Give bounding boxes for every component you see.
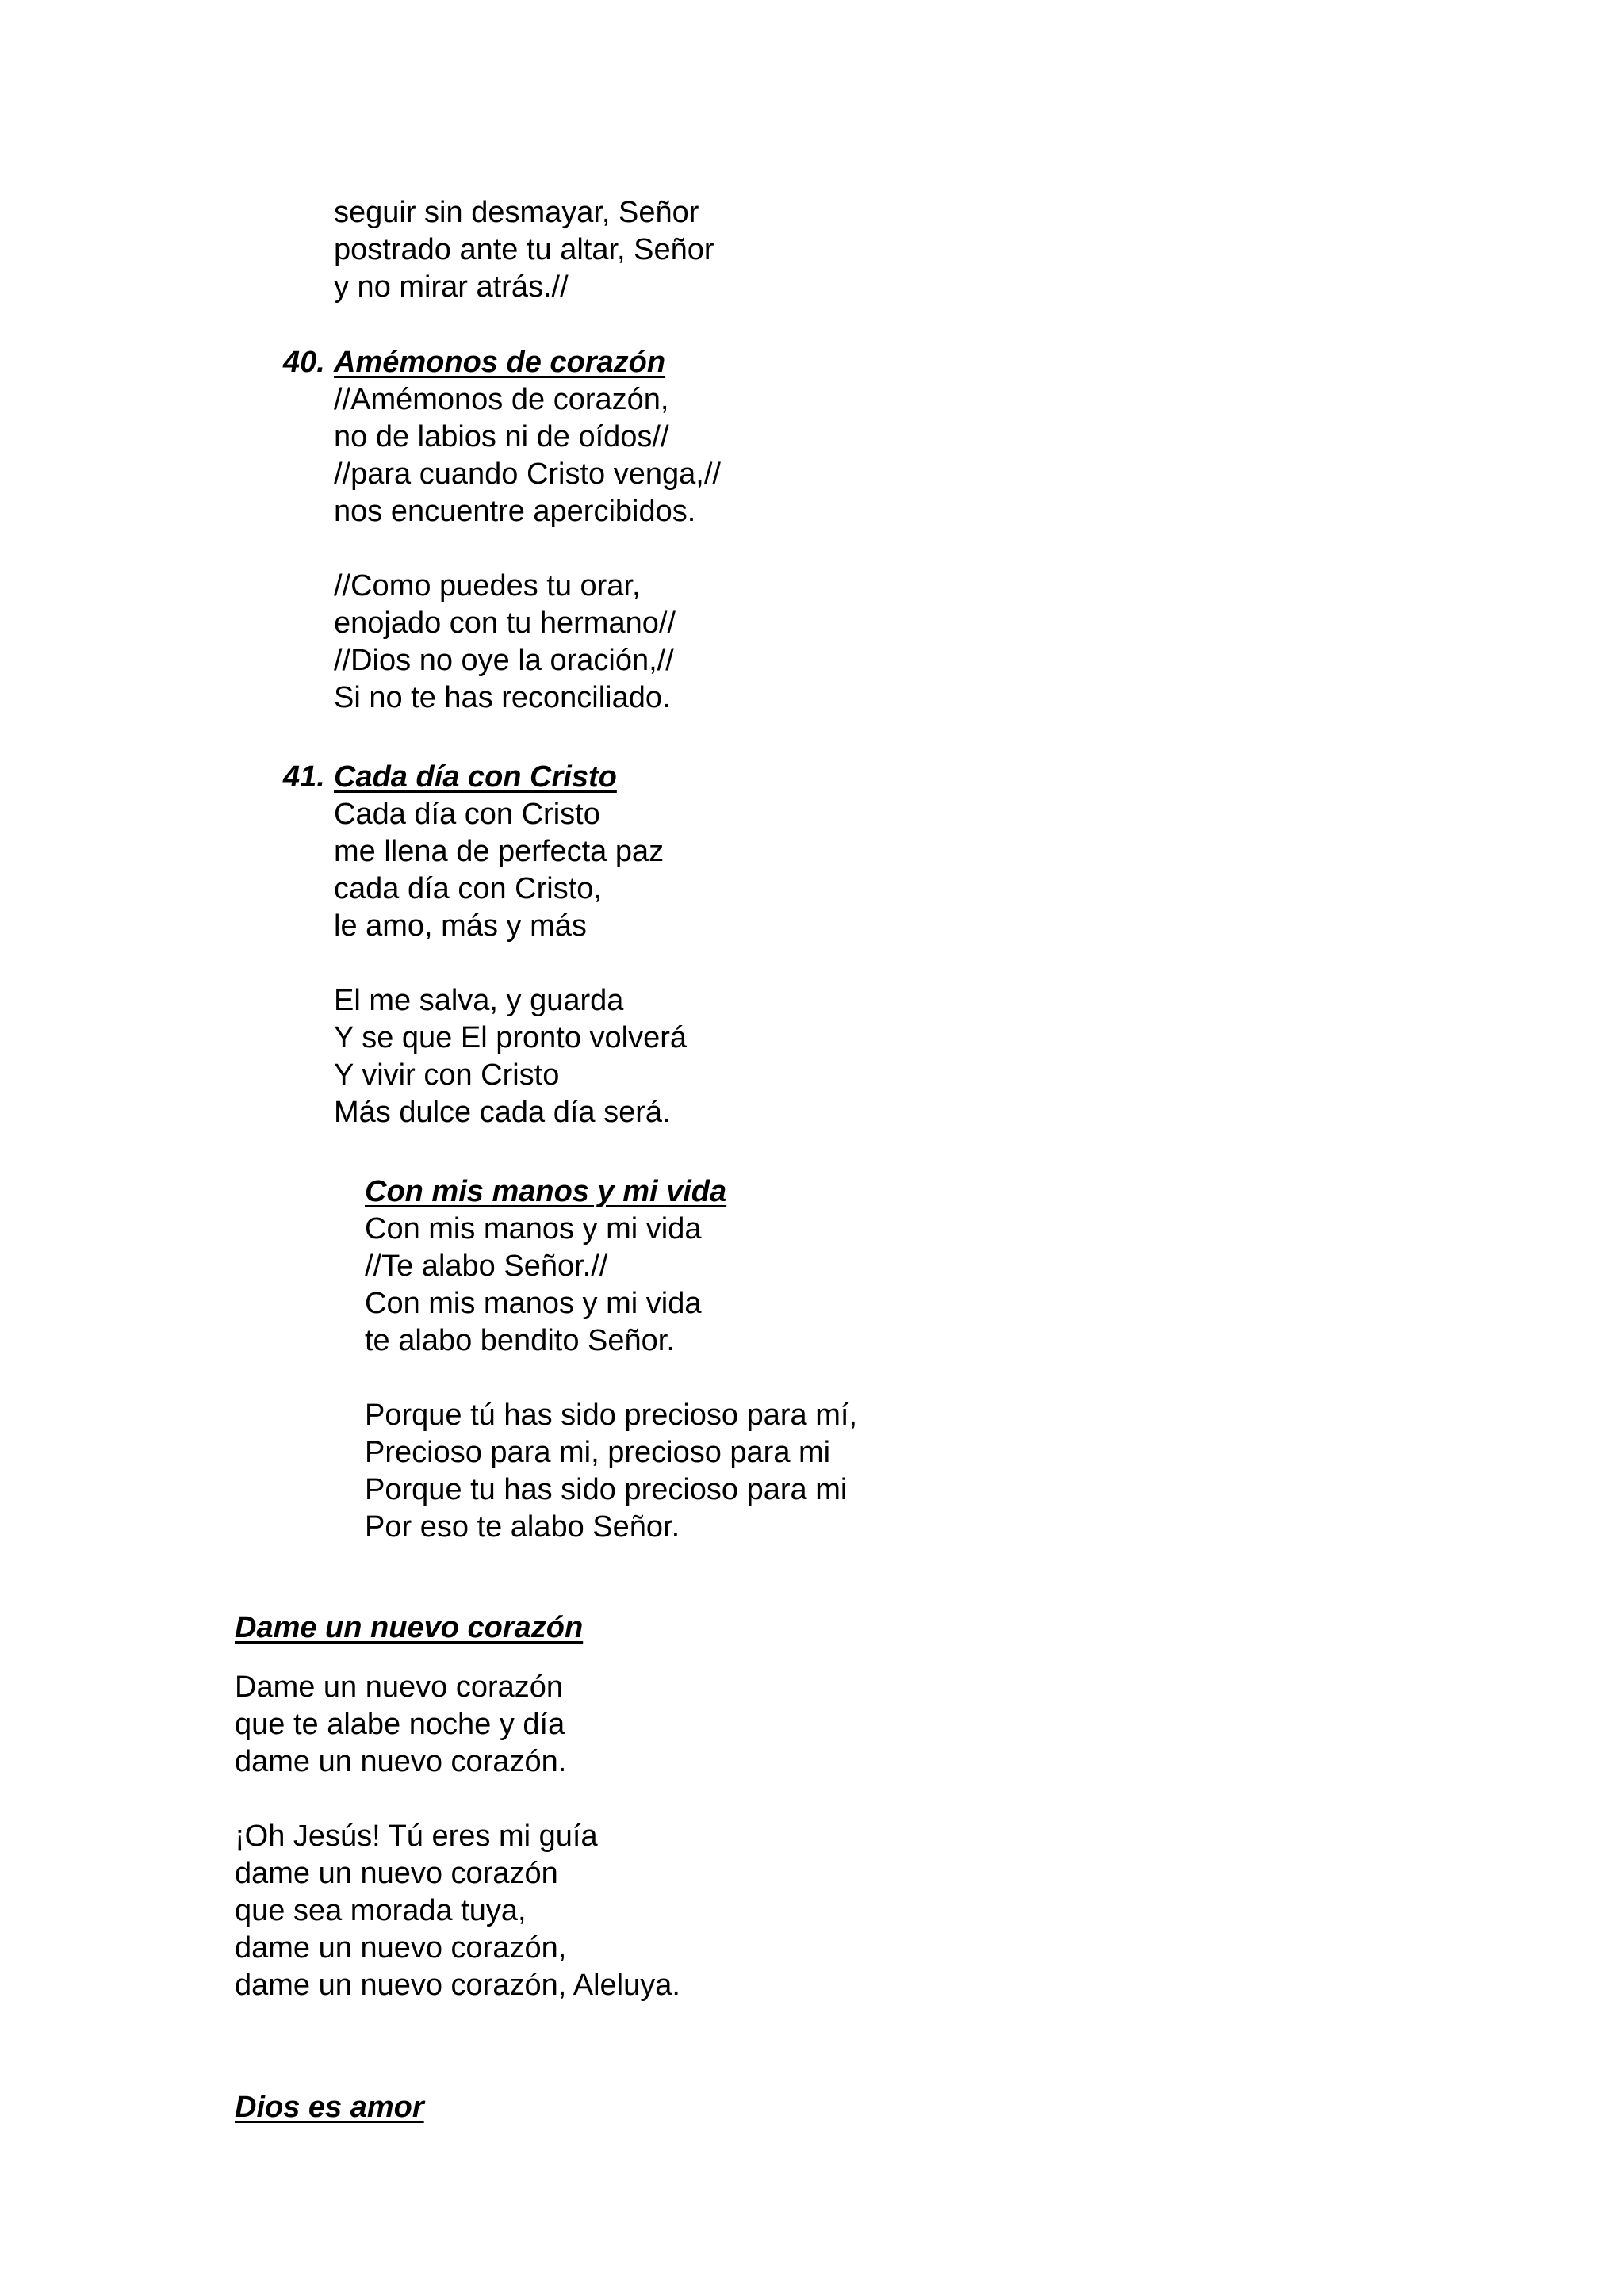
verse-line: y no mirar atrás.// [334,270,569,304]
verse-line: //Dios no oye la oración,// [334,644,674,677]
verse-line: seguir sin desmayar, Señor [334,196,699,229]
song-con-mis-manos [365,1173,857,1546]
verse-line: El me salva, y guarda [334,984,624,1017]
verse-line: //para cuando Cristo venga,// [334,457,721,491]
verse-line: que sea morada tuya, [235,1894,527,1927]
verse-line: Si no te has reconciliado. [334,681,671,714]
verse-line: dame un nuevo corazón, [235,1931,567,1965]
continued-verse [334,194,714,306]
verse-line: Por eso te alabo Señor. [365,1510,680,1544]
verse-line: Dame un nuevo corazón [235,1670,564,1704]
verse-line: nos encuentre apercibidos. [334,495,696,528]
verse-line: que te alabe noche y día [235,1708,565,1741]
verse-line: Con mis manos y mi vida [365,1287,702,1320]
song-41 [283,759,688,1131]
song-dame-un-nuevo-corazon [235,1609,680,2004]
song-heading [283,759,687,796]
song-number: 41. [283,760,325,794]
verse-line: cada día con Cristo, [334,872,602,905]
verse-line: Porque tú has sido precioso para mí, [365,1399,858,1432]
verse-line: Precioso para mi, precioso para mi [365,1436,831,1469]
song-title: Dios es amor [235,2091,424,2124]
verse-line: dame un nuevo corazón [235,1857,558,1890]
verse-line: no de labios ni de oídos// [334,420,669,453]
song-title: Con mis manos y mi vida [365,1175,727,1208]
song-number: 40. [283,346,325,379]
verse-line: Y vivir con Cristo [334,1058,560,1092]
verse-line: te alabo bendito Señor. [365,1324,675,1357]
verse-line: //Te alabo Señor.// [365,1249,608,1283]
verse-line: Porque tu has sido precioso para mi [365,1473,848,1506]
verse-line: Con mis manos y mi vida [365,1212,702,1246]
song-title: Amémonos de corazón [334,346,666,379]
song-title: Cada día con Cristo [334,760,617,794]
song-heading [283,344,721,381]
verse-line: Cada día con Cristo [334,798,600,831]
verse-line: postrado ante tu altar, Señor [334,233,714,266]
song-40 [283,344,721,717]
verse-line: Y se que El pronto volverá [334,1021,688,1054]
verse-line: dame un nuevo corazón, Aleluya. [235,1969,680,2002]
song-dios-es-amor [235,2089,424,2126]
verse-line: dame un nuevo corazón. [235,1745,567,1778]
verse-line: le amo, más y más [334,909,587,943]
verse-line: ¡Oh Jesús! Tú eres mi guía [235,1820,598,1853]
verse-line: //Amémonos de corazón, [334,383,669,416]
verse-line: enojado con tu hermano// [334,607,676,640]
verse-line: //Como puedes tu orar, [334,569,641,603]
song-title: Dame un nuevo corazón [235,1611,584,1644]
verse-line: me llena de perfecta paz [334,835,665,868]
verse-line: Más dulce cada día será. [334,1096,671,1129]
